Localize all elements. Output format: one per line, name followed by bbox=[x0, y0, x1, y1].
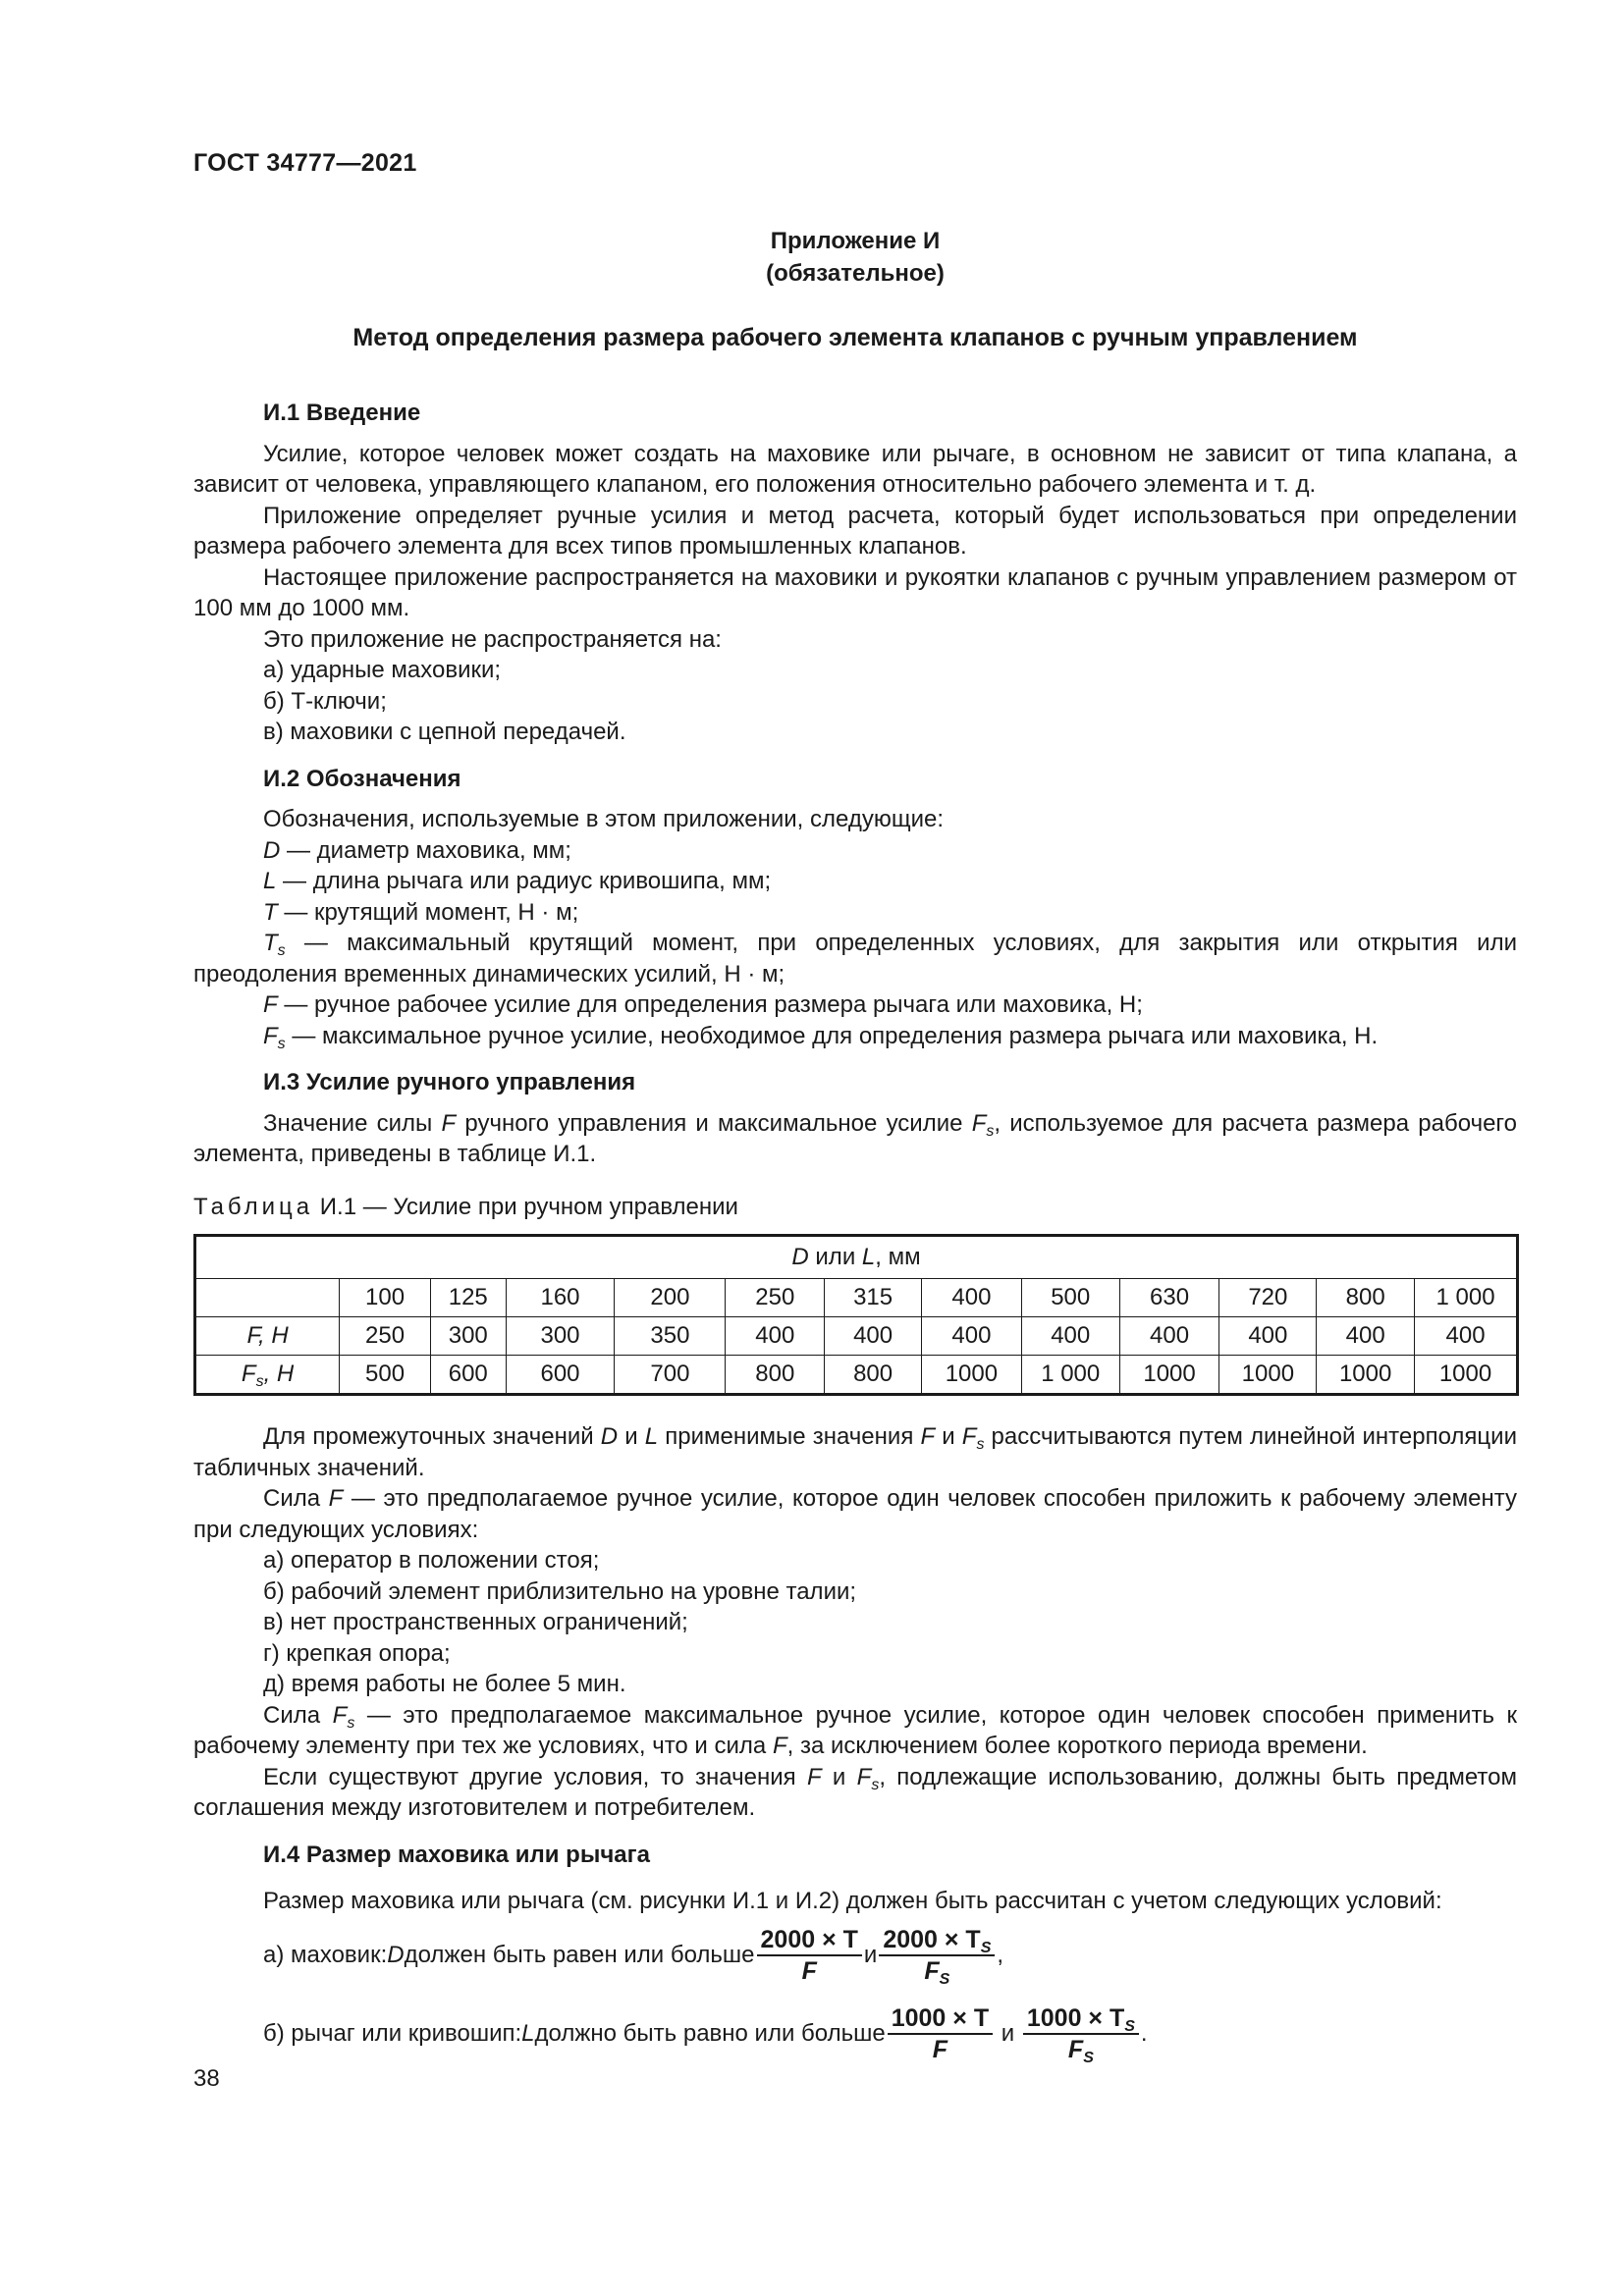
table-cell: 250 bbox=[726, 1279, 825, 1317]
table-cell: 400 bbox=[921, 1279, 1021, 1317]
formula-lever: б) рычаг или кривошип: L должно быть равно или больше $\frac{1000 \times T}{F}$ и $\frac{1000 \times T_S}{F_S}$ . bbox=[263, 2003, 1148, 2066]
table-cell: 400 bbox=[1119, 1317, 1219, 1356]
table-cell: 400 bbox=[825, 1317, 922, 1356]
table-row-f bbox=[195, 1317, 1518, 1356]
table-cell: 1 000 bbox=[1415, 1279, 1518, 1317]
table-row-label: F, Н bbox=[195, 1317, 340, 1356]
s1-list-item: б) Т-ключи; bbox=[263, 687, 387, 715]
fraction: $\frac{1000 \times T_S}{F_S}$ bbox=[1023, 2003, 1139, 2064]
table-header-cell: D или L, мм bbox=[195, 1236, 1518, 1279]
fraction: $\frac{1000 \times T}{F}$ bbox=[888, 2003, 993, 2064]
table-row-fs bbox=[195, 1356, 1518, 1395]
table-cell: 400 bbox=[1317, 1317, 1415, 1356]
s3-list-item: д) время работы не более 5 мин. bbox=[263, 1671, 626, 1697]
formula-handwheel: а) маховик: D должен быть равен или больше $\frac{2000 \times T}{F}$ и $\frac{2000 \times T_S}{F_S}$ , bbox=[263, 1925, 1004, 1988]
table-cell: 1000 bbox=[1317, 1356, 1415, 1395]
symbol-fs-definition: $F_s$ — максимальное ручное усилие, необходимое для определения размера рычага или маховика, Н. bbox=[263, 1022, 1379, 1052]
table-cell: 160 bbox=[506, 1279, 615, 1317]
table-cell: 800 bbox=[1317, 1279, 1415, 1317]
table-cell: 400 bbox=[1415, 1317, 1518, 1356]
fraction: $\frac{2000 \times T}{F}$ bbox=[757, 1925, 862, 1986]
appendix-status: (обязательное) bbox=[766, 260, 945, 287]
table-row-label: $F_s$, Н bbox=[195, 1356, 340, 1395]
table-cell: 200 bbox=[615, 1279, 726, 1317]
table-cell: 315 bbox=[825, 1279, 922, 1317]
force-table bbox=[193, 1234, 1519, 1396]
s4-paragraph-1: Размер маховика или рычага (см. рисунки И.1 и И.2) должен быть рассчитан с учетом следующих условий: bbox=[263, 1888, 1442, 1914]
s3-paragraph-5: Если существуют другие условия, то значения F и $F_s$, подлежащие использованию, должны быть предметом соглашения между изготовителем и потребителем. bbox=[193, 1763, 1517, 1821]
table-cell: 300 bbox=[506, 1317, 615, 1356]
s3-list-item: г) крепкая опора; bbox=[263, 1639, 451, 1667]
symbol-d-definition: D — диаметр маховика, мм; bbox=[263, 836, 571, 864]
s3-paragraph-3: Сила F — это предполагаемое ручное усилие, которое один человек способен приложить к рабочему элементу при следующих условиях: bbox=[193, 1485, 1518, 1543]
table-cell: 600 bbox=[430, 1356, 506, 1395]
table-cell: 630 bbox=[1119, 1279, 1219, 1317]
table-cell: 1000 bbox=[1119, 1356, 1219, 1395]
table-cell: 800 bbox=[825, 1356, 922, 1395]
section-2-title: И.2 Обозначения bbox=[263, 765, 461, 792]
table-cell: 700 bbox=[615, 1356, 726, 1395]
table-cell: 125 bbox=[430, 1279, 506, 1317]
table-header-row bbox=[195, 1236, 1518, 1279]
table-cell: 1 000 bbox=[1021, 1356, 1119, 1395]
table-caption: Таблица И.1 — Усилие при ручном управлении bbox=[193, 1193, 738, 1220]
appendix-title: Приложение И bbox=[770, 228, 941, 254]
page-number: 38 bbox=[193, 2065, 220, 2092]
table-cell: 1000 bbox=[1219, 1356, 1317, 1395]
s3-list-item: а) оператор в положении стоя; bbox=[263, 1547, 600, 1574]
section-4-title: И.4 Размер маховика или рычага bbox=[263, 1841, 650, 1868]
fraction: $\frac{2000 \times T_S}{F_S}$ bbox=[879, 1925, 995, 1986]
table-cell: 100 bbox=[340, 1279, 431, 1317]
s3-paragraph-1: Значение силы F ручного управления и максимальное усилие $F_s$, используемое для расчета размера рабочего элемента, приведены в таблице И.1. bbox=[193, 1109, 1517, 1167]
symbol-f-definition: F — ручное рабочее усилие для определения размера рычага или маховика, Н; bbox=[263, 991, 1143, 1018]
s3-paragraph-4: Сила $F_s$ — это предполагаемое максимальное ручное усилие, которое один человек способен применить к рабочему элементу при тех же условиях, что и сила F, за исключением более короткого периода времени. bbox=[193, 1701, 1517, 1759]
table-cell: 350 bbox=[615, 1317, 726, 1356]
table-cell: 1000 bbox=[1415, 1356, 1518, 1395]
s3-list-item: в) нет пространственных ограничений; bbox=[263, 1609, 688, 1635]
document-body bbox=[193, 398, 1517, 2064]
section-3-title: И.3 Усилие ручного управления bbox=[263, 1069, 636, 1095]
s3-list-item: б) рабочий элемент приблизительно на уровне талии; bbox=[263, 1577, 857, 1605]
symbol-t-definition: T — крутящий момент, Н · м; bbox=[263, 898, 579, 926]
s3-paragraph-2: Для промежуточных значений D и L применимые значения F и $F_s$ рассчитываются путем линейной интерполяции табличных значений. bbox=[193, 1423, 1517, 1481]
s1-paragraph-3: Настоящее приложение распространяется на маховики и рукоятки клапанов с ручным управлением размером от 100 мм до 1000 мм. bbox=[193, 563, 1517, 621]
table-cell: 1000 bbox=[921, 1356, 1021, 1395]
table-cell: 400 bbox=[1219, 1317, 1317, 1356]
table-cell: 800 bbox=[726, 1356, 825, 1395]
table-cell: 720 bbox=[1219, 1279, 1317, 1317]
symbol-l-definition: L — длина рычага или радиус кривошипа, мм; bbox=[263, 868, 772, 894]
table-cell: 300 bbox=[430, 1317, 506, 1356]
appendix-heading: Метод определения размера рабочего элемента клапанов с ручным управлением bbox=[352, 324, 1358, 351]
s1-paragraph-2: Приложение определяет ручные усилия и метод расчета, который будет использоваться при определении размера рабочего элемента для всех типов промышленных клапанов. bbox=[193, 502, 1517, 560]
table-cell: 250 bbox=[340, 1317, 431, 1356]
document-id: ГОСТ 34777—2021 bbox=[193, 149, 417, 177]
table-cell bbox=[195, 1279, 340, 1317]
s1-list-item: в) маховики с цепной передачей. bbox=[263, 719, 626, 745]
table-cell: 600 bbox=[506, 1356, 615, 1395]
table-row-sizes bbox=[195, 1279, 1518, 1317]
s2-intro: Обозначения, используемые в этом приложении, следующие: bbox=[263, 806, 944, 832]
table-cell: 400 bbox=[921, 1317, 1021, 1356]
table-cell: 500 bbox=[1021, 1279, 1119, 1317]
s1-paragraph-1: Усилие, которое человек может создать на маховике или рычаге, в основном не зависит от типа клапана, а зависит от человека, управляющего клапаном, его положения относительно рабочего элемента и т. д. bbox=[193, 440, 1517, 498]
table-cell: 400 bbox=[1021, 1317, 1119, 1356]
symbol-ts-definition: $T_s$ — максимальный крутящий момент, при определенных условиях, для закрытия или открытия или преодоления временных динамических усилий, Н · м; bbox=[193, 930, 1517, 988]
s1-paragraph-4: Это приложение не распространяется на: bbox=[263, 625, 722, 653]
table-cell: 500 bbox=[340, 1356, 431, 1395]
section-1-title: И.1 Введение bbox=[263, 400, 421, 426]
s1-list-item: а) ударные маховики; bbox=[263, 657, 502, 683]
table-cell: 400 bbox=[726, 1317, 825, 1356]
